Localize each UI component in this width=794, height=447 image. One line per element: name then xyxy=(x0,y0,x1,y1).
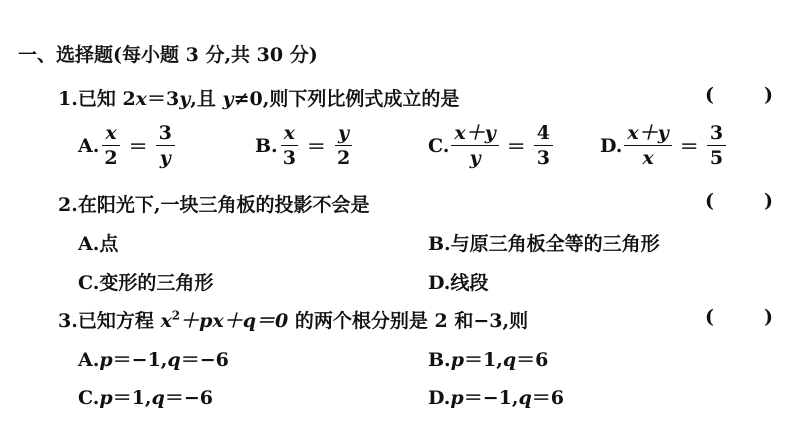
q3-eq-sup: 2 xyxy=(171,308,181,323)
q1-b-d2: 2 xyxy=(336,147,351,169)
q3-option-b[interactable] xyxy=(428,345,548,372)
q2-paren-close: ) xyxy=(764,190,773,212)
q1-option-d[interactable] xyxy=(600,122,728,169)
q1-option-c[interactable] xyxy=(428,122,555,169)
q1-option-d-frac1 xyxy=(624,122,671,169)
q3-c-pv: ＝1, xyxy=(112,387,152,409)
q1-stem-x: x xyxy=(135,88,147,110)
q3-a-pv: ＝−1, xyxy=(112,349,168,371)
q3-option-d[interactable] xyxy=(428,383,564,410)
q3-d-label: D. xyxy=(428,387,451,409)
q1-a-eq: ＝ xyxy=(128,136,148,158)
q1-b-n2: y xyxy=(335,122,352,146)
q3-a-q: q xyxy=(167,349,181,371)
q1-d-d1: x xyxy=(642,147,654,169)
q2-option-d[interactable]: D.线段 xyxy=(428,272,489,294)
q3-c-p: p xyxy=(99,387,113,409)
q3-b-qv: ＝6 xyxy=(516,349,549,371)
q1-a-n1: x xyxy=(102,122,119,146)
q1-option-a-frac1 xyxy=(101,122,120,169)
q2-paren-open: ( xyxy=(705,190,714,212)
q3-d-q: q xyxy=(518,387,532,409)
q2-option-c[interactable]: C.变形的三角形 xyxy=(78,272,214,294)
q1-option-a-label: A. xyxy=(78,134,100,157)
q1-b-d1: 3 xyxy=(282,147,296,169)
q1-stem-y: y xyxy=(179,88,191,110)
q2-option-b[interactable]: B.与原三角板全等的三角形 xyxy=(428,233,660,255)
q1-stem-mid: ＝3 xyxy=(147,88,180,110)
q3-c-q: q xyxy=(151,387,165,409)
section-title: 一、选择题(每小题 3 分,共 30 分) xyxy=(18,44,318,66)
q1-d-n1: x＋y xyxy=(624,122,671,146)
q1-option-c-frac2 xyxy=(534,122,553,169)
q3-option-a[interactable] xyxy=(78,345,229,372)
q3-stem-pre: 3.已知方程 xyxy=(58,310,161,332)
q3-eq-rest: ＋px＋q＝0 xyxy=(180,310,289,332)
q1-option-c-frac1 xyxy=(451,122,498,169)
q3-a-p: p xyxy=(99,349,113,371)
q1-c-d1: y xyxy=(469,147,481,169)
q1-c-n1: x＋y xyxy=(451,122,498,146)
q3-paren-open: ( xyxy=(705,306,714,328)
question-3-stem xyxy=(58,306,528,333)
q1-stem-mid2: ,且 xyxy=(190,88,223,110)
q2-option-a[interactable]: A.点 xyxy=(78,233,119,255)
q1-option-b-frac1 xyxy=(280,122,299,169)
q3-b-p: p xyxy=(450,349,464,371)
q1-stem-post: ≠0,则下列比例式成立的是 xyxy=(233,88,460,110)
q1-c-d2: 3 xyxy=(536,147,551,169)
q3-stem-post: 的两个根分别是 2 和−3,则 xyxy=(288,310,529,332)
question-1-stem xyxy=(58,84,459,111)
q1-stem-pre: 1.已知 2 xyxy=(58,88,136,110)
q1-stem-y2: y xyxy=(222,88,234,110)
q3-d-pv: ＝−1, xyxy=(463,387,519,409)
q3-c-qv: ＝−6 xyxy=(164,387,213,409)
q1-d-d2: 5 xyxy=(709,147,724,169)
q1-b-eq: ＝ xyxy=(306,136,326,158)
q3-c-label: C. xyxy=(78,387,100,409)
q1-b-n1: x xyxy=(281,122,298,146)
q3-b-pv: ＝1, xyxy=(463,349,503,371)
q1-a-d1: 2 xyxy=(104,147,118,169)
q3-answer-parens[interactable] xyxy=(705,306,773,328)
q1-paren-close: ) xyxy=(764,84,773,106)
q1-option-a[interactable] xyxy=(78,122,177,169)
q1-option-c-label: C. xyxy=(428,134,450,157)
q3-eq-x: x xyxy=(160,310,172,332)
q1-option-b-label: B. xyxy=(255,134,278,157)
q3-b-q: q xyxy=(502,349,517,371)
q1-d-eq: ＝ xyxy=(679,136,699,158)
q3-d-p: p xyxy=(450,387,464,409)
q1-option-b-frac2 xyxy=(334,122,353,169)
q3-d-qv: ＝6 xyxy=(531,387,565,409)
q1-a-n2: 3 xyxy=(156,122,175,146)
q1-answer-parens[interactable] xyxy=(705,84,773,106)
q2-answer-parens[interactable] xyxy=(705,190,773,212)
q3-option-c[interactable] xyxy=(78,383,213,410)
q1-d-n2: 3 xyxy=(707,122,726,146)
question-2-stem: 2.在阳光下,一块三角板的投影不会是 xyxy=(58,194,370,216)
q3-a-label: A. xyxy=(78,349,100,371)
q3-a-qv: ＝−6 xyxy=(180,349,229,371)
q1-a-d2: y xyxy=(159,147,171,169)
q1-option-a-frac2 xyxy=(156,122,175,169)
q3-b-label: B. xyxy=(428,349,451,371)
q1-c-n2: 4 xyxy=(534,122,553,146)
q1-paren-open: ( xyxy=(705,84,714,106)
q1-option-b[interactable] xyxy=(255,122,355,169)
q1-c-eq: ＝ xyxy=(506,136,526,158)
q1-option-d-frac2 xyxy=(707,122,726,169)
q1-option-d-label: D. xyxy=(600,134,623,157)
q3-paren-close: ) xyxy=(764,306,773,328)
